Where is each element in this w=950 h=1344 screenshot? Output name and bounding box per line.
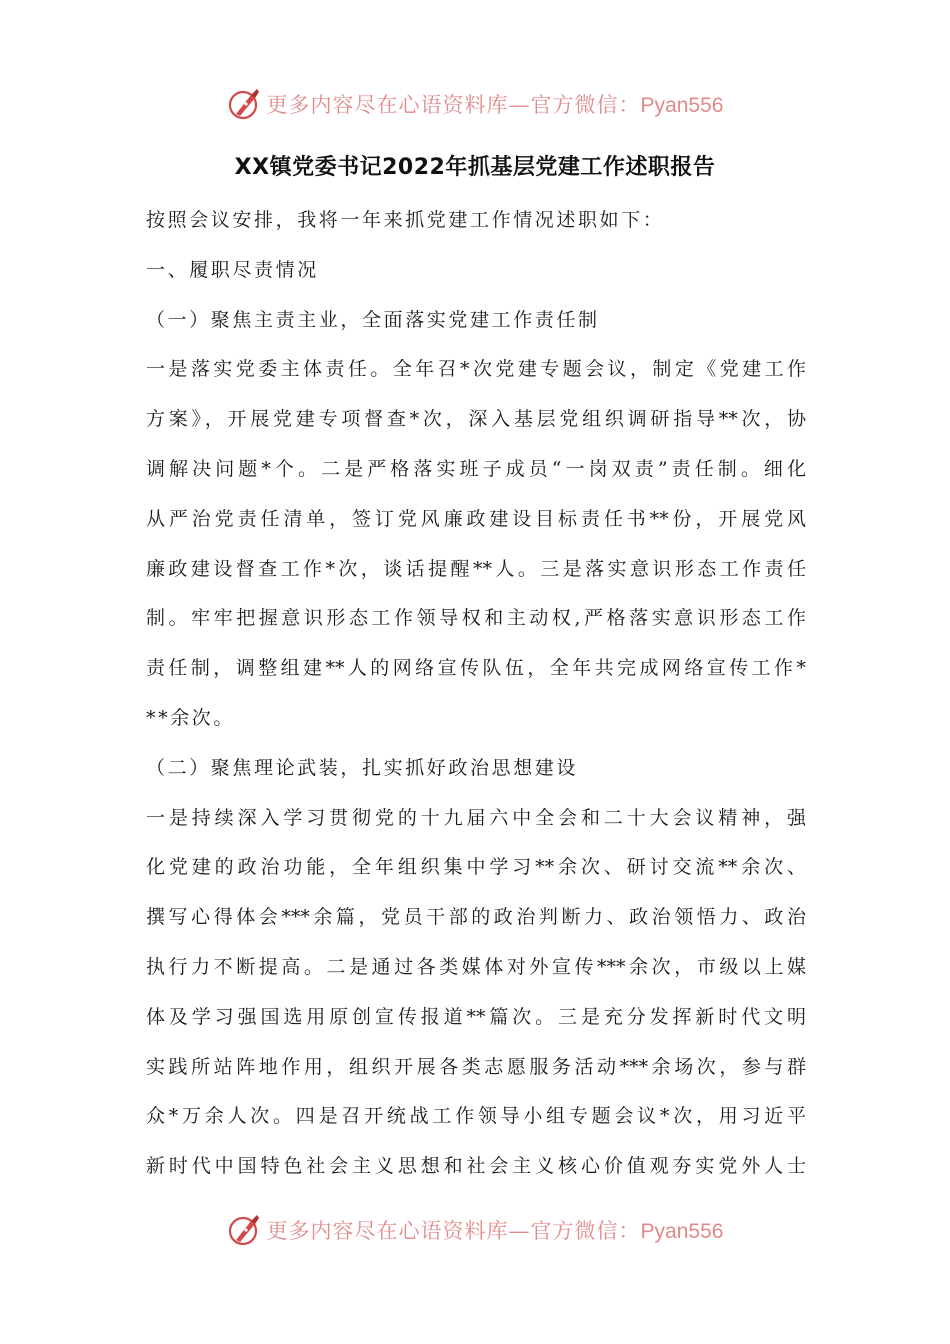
body-line: 制。牢牢把握意识形态工作领导权和主动权,严格落实意识形态工作 <box>146 607 806 630</box>
body-line: 方案》，开展党建专项督查*次，深入基层党组织调研指导**次，协 <box>146 408 806 431</box>
body-line: 撰写心得体会***余篇，党员干部的政治判断力、政治领悟力、政治 <box>146 906 806 929</box>
body-line: 调解决问题*个。二是严格落实班子成员“一岗双责”责任制。细化 <box>146 457 806 480</box>
pen-nib-logo-icon <box>227 1213 261 1247</box>
body-line: 新时代中国特色社会主义思想和社会主义核心价值观夯实党外人士 <box>146 1155 806 1178</box>
body-paragraph: 按照会议安排，我将一年来抓党建工作情况述职如下： <box>146 209 665 231</box>
body-line: 从严治党责任清单，签订党风廉政建设目标责任书**份，开展党风 <box>146 507 806 530</box>
body-line: 一是落实党委主体责任。全年召*次党建专题会议，制定《党建工作 <box>146 358 806 381</box>
body-line: 众*万余人次。四是召开统战工作领导小组专题会议*次，用习近平 <box>146 1105 806 1128</box>
body-line: 执行力不断提高。二是通过各类媒体对外宣传***余次，市级以上媒 <box>146 955 806 978</box>
watermark-text: 更多内容尽在心语资料库—官方微信：Pyan556 <box>266 93 724 117</box>
pen-nib-logo-icon <box>227 87 261 121</box>
body-line: 一是持续深入学习贯彻党的十九届六中全会和二十大会议精神，强 <box>146 806 806 829</box>
body-line: **余次。 <box>146 706 236 729</box>
body-line: 廉政建设督查工作*次，谈话提醒**人。三是落实意识形态工作责任 <box>146 557 806 580</box>
footer-watermark <box>0 1210 950 1250</box>
subsection-heading: （二）聚焦理论武装，扎实抓好政治思想建设 <box>146 756 579 779</box>
body-line: 化党建的政治功能，全年组织集中学习**余次、研讨交流**余次、 <box>146 856 806 879</box>
body-line: 实践所站阵地作用，组织开展各类志愿服务活动***余场次，参与群 <box>146 1055 806 1078</box>
body-line: 体及学习强国选用原创宣传报道**篇次。三是充分发挥新时代文明 <box>146 1005 806 1028</box>
section-heading: 一、履职尽责情况 <box>146 258 319 281</box>
body-line: 责任制，调整组建**人的网络宣传队伍，全年共完成网络宣传工作* <box>146 657 806 680</box>
watermark-text: 更多内容尽在心语资料库—官方微信：Pyan556 <box>266 1219 724 1243</box>
document-body <box>146 200 806 1196</box>
document-title: XX镇党委书记2022年抓基层党建工作述职报告 <box>234 155 716 180</box>
subsection-heading: （一）聚焦主责主业，全面落实党建工作责任制 <box>146 308 600 331</box>
header-watermark <box>0 84 950 124</box>
